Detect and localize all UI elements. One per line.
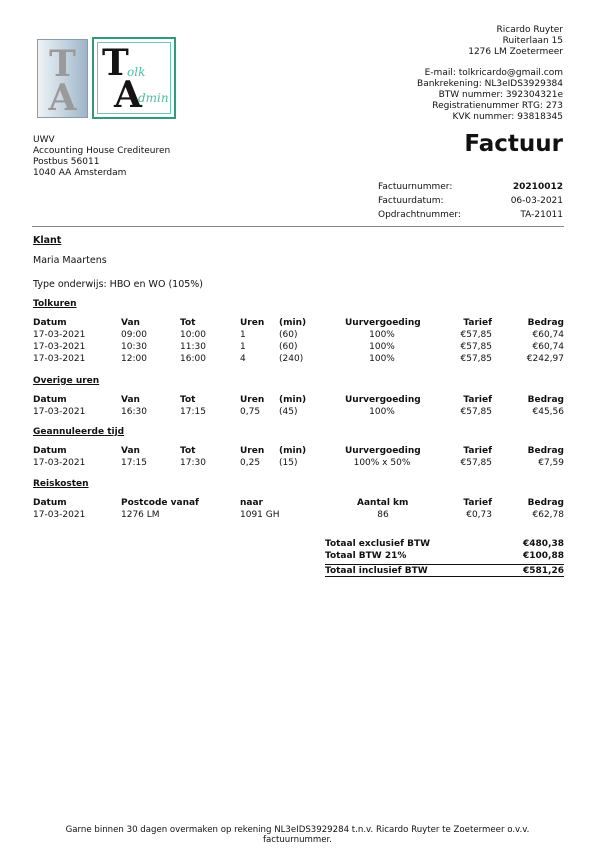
logo-tile-left — [37, 39, 88, 118]
section-reiskosten-title: Reiskosten — [33, 479, 89, 489]
col-uurvergoeding: Uurvergoeding — [345, 318, 421, 328]
cell-postcode: 1276 LM — [121, 510, 160, 520]
table-row — [0, 458, 595, 469]
header-divider — [32, 226, 564, 227]
totals-divider — [325, 564, 564, 565]
sender-city: 1276 LM Zoetermeer — [468, 47, 563, 57]
reiskosten-header — [0, 498, 595, 509]
logo-script-dmin: dmin — [138, 91, 169, 105]
col-naar: naar — [240, 498, 263, 508]
total-incl-label: Totaal inclusief BTW — [325, 566, 428, 576]
col-uurvergoeding: Uurvergoeding — [345, 446, 421, 456]
cell-van: 16:30 — [121, 407, 147, 417]
cell-bedrag: €242,97 — [526, 354, 564, 364]
col-datum: Datum — [33, 395, 67, 405]
cell-datum: 17-03-2021 — [33, 354, 86, 364]
total-btw-value: €100,88 — [523, 551, 564, 561]
cell-vergoeding: 100% — [369, 330, 395, 340]
col-van: Van — [121, 395, 140, 405]
cell-bedrag: €60,74 — [532, 330, 564, 340]
col-postcode: Postcode vanaf — [121, 498, 199, 508]
col-van: Van — [121, 318, 140, 328]
sender-btw: BTW nummer: 392304321e — [438, 90, 563, 100]
cell-tarief: €57,85 — [460, 342, 492, 352]
cell-uren: 0,25 — [240, 458, 261, 468]
col-tot: Tot — [180, 395, 196, 405]
col-tarief: Tarief — [463, 318, 492, 328]
col-min: (min) — [279, 318, 307, 328]
cell-datum: 17-03-2021 — [33, 510, 86, 520]
recipient-address — [33, 135, 170, 179]
overige-header — [0, 395, 595, 406]
cell-min: (45) — [279, 407, 298, 417]
cell-uren: 4 — [240, 354, 246, 364]
cell-bedrag: €7,59 — [538, 458, 564, 468]
recipient-line4: 1040 AA Amsterdam — [33, 168, 127, 178]
education-type: Type onderwijs: HBO en WO (105%) — [33, 279, 204, 290]
cell-tot: 11:30 — [180, 342, 206, 352]
cell-datum: 17-03-2021 — [33, 407, 86, 417]
cell-van: 10:30 — [121, 342, 147, 352]
cell-van: 12:00 — [121, 354, 147, 364]
order-number: TA-21011 — [520, 210, 563, 220]
sender-name: Ricardo Ruyter — [496, 25, 563, 35]
recipient-line2: Accounting House Crediteuren — [33, 146, 171, 156]
cell-bedrag: €60,74 — [532, 342, 564, 352]
cell-km: 86 — [377, 510, 389, 520]
cell-tarief: €0,73 — [466, 510, 492, 520]
logo-letter-t: T — [49, 43, 76, 85]
recipient-line1: UWV — [33, 135, 55, 145]
cell-datum: 17-03-2021 — [33, 342, 86, 352]
section-tolkuren-title: Tolkuren — [33, 299, 77, 309]
sender-details — [323, 68, 563, 123]
col-tarief: Tarief — [463, 395, 492, 405]
sender-kvk: KVK nummer: 93818345 — [452, 112, 563, 122]
cell-min: (240) — [279, 354, 304, 364]
col-bedrag: Bedrag — [527, 446, 564, 456]
col-km: Aantal km — [357, 498, 409, 508]
col-datum: Datum — [33, 498, 67, 508]
logo-big-t: T — [102, 42, 129, 84]
invoice-title: Factuur — [464, 131, 563, 157]
recipient-line3: Postbus 56011 — [33, 157, 100, 167]
footer-line2: factuurnummer. — [262, 835, 333, 845]
cell-tot: 17:30 — [180, 458, 206, 468]
invoice-date-label: Factuurdatum: — [378, 196, 444, 206]
cell-vergoeding: 100% — [369, 342, 395, 352]
col-uren: Uren — [240, 446, 265, 456]
col-bedrag: Bedrag — [527, 318, 564, 328]
invoice-number: 20210012 — [512, 182, 563, 192]
cell-tarief: €57,85 — [460, 458, 492, 468]
sender-registratie: Registratienummer RTG: 273 — [432, 101, 563, 111]
cell-bedrag: €45,56 — [532, 407, 564, 417]
cell-min: (60) — [279, 330, 298, 340]
table-row — [0, 354, 595, 365]
cell-uren: 0,75 — [240, 407, 261, 417]
cell-tarief: €57,85 — [460, 330, 492, 340]
footer-line1: Garne binnen 30 dagen overmaken op rekening NL3eIDS3929284 t.n.v. Ricardo Ruyter te Zoetermeer o.v.v. — [65, 825, 530, 835]
table-row — [0, 330, 595, 341]
cell-vergoeding: 100% — [369, 354, 395, 364]
col-uren: Uren — [240, 395, 265, 405]
col-van: Van — [121, 446, 140, 456]
sender-bank: Bankrekening: NL3eIDS3929384 — [417, 79, 563, 89]
cell-tot: 10:00 — [180, 330, 206, 340]
col-min: (min) — [279, 446, 307, 456]
table-row — [0, 407, 595, 418]
cell-vergoeding: 100% x 50% — [353, 458, 411, 468]
cell-datum: 17-03-2021 — [33, 458, 86, 468]
col-tot: Tot — [180, 318, 196, 328]
logo-letter-a: A — [48, 77, 77, 119]
cell-vergoeding: 100% — [369, 407, 395, 417]
col-uurvergoeding: Uurvergoeding — [345, 395, 421, 405]
invoice-date: 06-03-2021 — [510, 196, 563, 206]
cell-min: (60) — [279, 342, 298, 352]
total-incl-value: €581,26 — [523, 566, 564, 576]
logo-script-olk: olk — [127, 65, 146, 79]
total-btw-label: Totaal BTW 21% — [325, 551, 407, 561]
logo-big-a: A — [114, 74, 142, 116]
col-min: (min) — [279, 395, 307, 405]
tolkuren-header — [0, 318, 595, 329]
cell-naar: 1091 GH — [240, 510, 280, 520]
col-tarief: Tarief — [463, 498, 492, 508]
cell-datum: 17-03-2021 — [33, 330, 86, 340]
table-row — [0, 510, 595, 521]
sender-street: Ruiterlaan 15 — [502, 36, 563, 46]
client-name: Maria Maartens — [33, 255, 107, 266]
total-excl-label: Totaal exclusief BTW — [325, 539, 431, 549]
table-row — [0, 342, 595, 353]
order-number-label: Opdrachtnummer: — [378, 210, 461, 220]
company-logo — [37, 37, 177, 120]
invoice-meta — [378, 180, 563, 222]
col-tot: Tot — [180, 446, 196, 456]
col-bedrag: Bedrag — [527, 498, 564, 508]
cell-van: 09:00 — [121, 330, 147, 340]
sender-email: E-mail: tolkricardo@gmail.com — [424, 68, 563, 78]
cell-uren: 1 — [240, 342, 246, 352]
payment-footer — [20, 825, 575, 845]
invoice-number-label: Factuurnummer: — [378, 182, 453, 192]
col-uren: Uren — [240, 318, 265, 328]
section-overige-title: Overige uren — [33, 376, 100, 386]
totals-block — [325, 539, 564, 578]
cell-min: (15) — [279, 458, 298, 468]
cell-bedrag: €62,78 — [532, 510, 564, 520]
cell-uren: 1 — [240, 330, 246, 340]
col-datum: Datum — [33, 446, 67, 456]
client-heading: Klant — [33, 235, 62, 246]
col-tarief: Tarief — [463, 446, 492, 456]
sender-address — [343, 25, 563, 58]
cell-tarief: €57,85 — [460, 354, 492, 364]
section-geannuleerd-title: Geannuleerde tijd — [33, 427, 125, 437]
cell-van: 17:15 — [121, 458, 147, 468]
col-datum: Datum — [33, 318, 67, 328]
totals-bottom-rule — [325, 576, 564, 577]
cell-tarief: €57,85 — [460, 407, 492, 417]
cell-tot: 17:15 — [180, 407, 206, 417]
logo-tile-right — [92, 37, 176, 119]
col-bedrag: Bedrag — [527, 395, 564, 405]
cell-tot: 16:00 — [180, 354, 206, 364]
total-excl-value: €480,38 — [523, 539, 564, 549]
geannuleerd-header — [0, 446, 595, 457]
